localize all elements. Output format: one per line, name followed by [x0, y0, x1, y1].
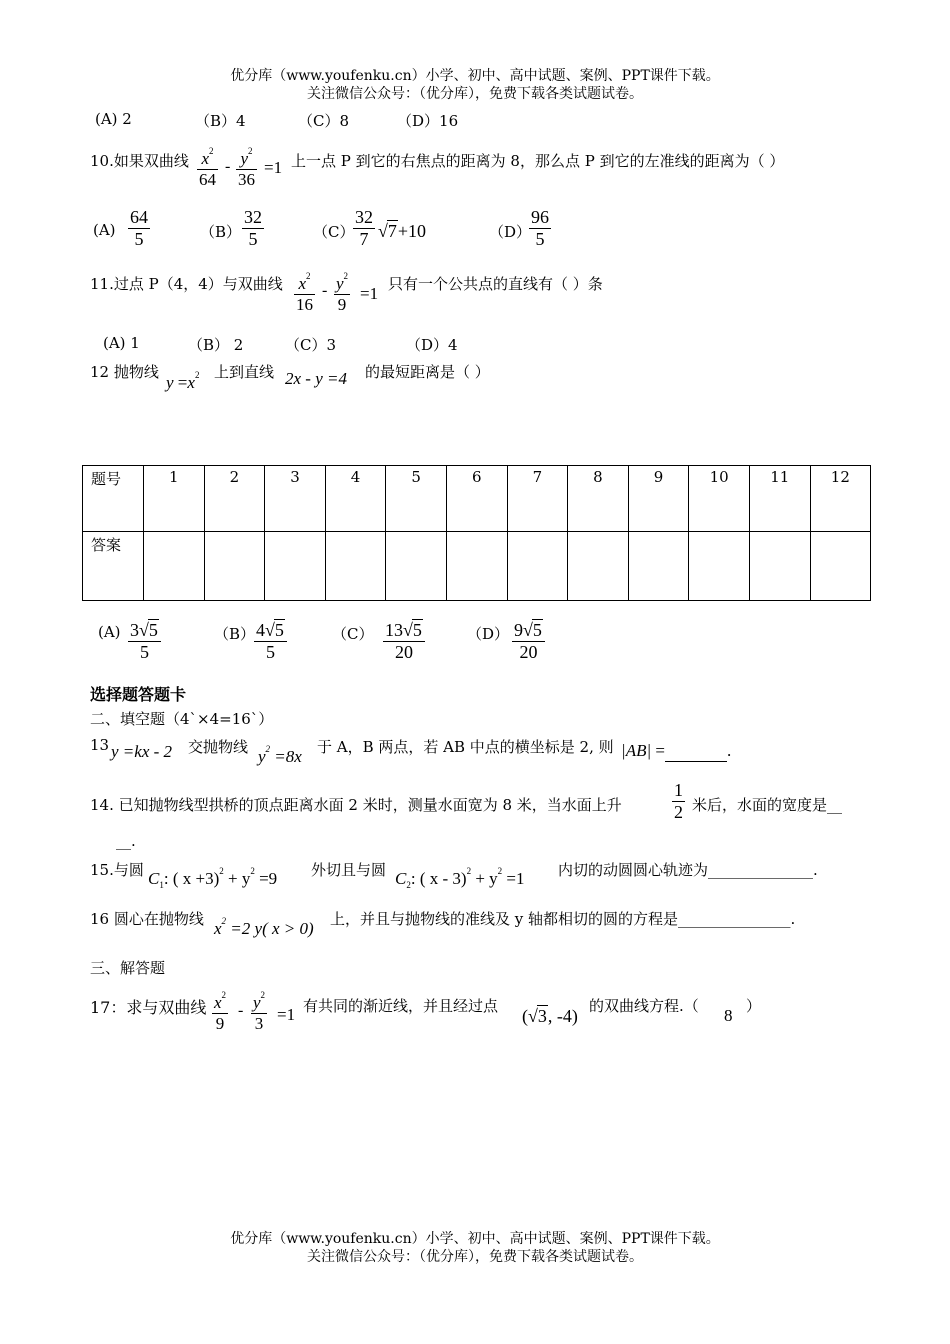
footer-line-1: 优分库（www.youfenku.cn）小学、初中、高中试题、案例、PPT课件下载。	[230, 1231, 720, 1247]
q12-mid: 上到直线	[214, 363, 275, 381]
question-number-cell: 7	[507, 466, 568, 532]
q11-suffix: 只有一个公共点的直线有（ ）条	[388, 275, 603, 293]
table-row	[83, 466, 871, 532]
answer-cell[interactable]	[325, 532, 386, 601]
q11-option-c: （C）3	[285, 336, 337, 354]
answer-cell[interactable]	[204, 532, 265, 601]
question-number-cell: 12	[810, 466, 871, 532]
q12-option-c-frac: $\frac{13√5}{20}$	[383, 619, 425, 663]
q17-score: 8	[724, 1006, 733, 1025]
question-number-cell: 5	[386, 466, 447, 532]
q14-tail: 米后，水面的宽度是__	[692, 796, 843, 814]
q15-prefix: 15.与圆	[90, 861, 144, 879]
q17-eq-frac2: $\frac{y^2}{3}$	[253, 990, 266, 1033]
q13-number: 13	[90, 736, 110, 754]
q11-eq-equals: =1	[360, 284, 379, 303]
q17-eq-minus: -	[238, 1002, 244, 1019]
q10-option-d-label: （D）	[489, 223, 532, 241]
q11-eq-frac1: $\frac{x^2}{16}$	[296, 271, 313, 314]
q10-option-d-frac: $\frac{96}{5}$	[531, 207, 549, 249]
q11-eq-minus: -	[322, 282, 328, 299]
q17-close: ）	[746, 997, 762, 1015]
q11-option-a: (A) 1	[103, 334, 140, 352]
q12-option-a-frac: $\frac{3√5}{5}$	[128, 619, 161, 663]
q11-eq-frac2: $\frac{y^2}{9}$	[336, 271, 349, 314]
q15-circle1-eq: $C_1$: ( $x +3)^2 + y^2 =9$	[148, 866, 278, 890]
answer-cell[interactable]	[144, 532, 205, 601]
q10-option-b-frac: $\frac{32}{5}$	[244, 207, 262, 249]
answer-cell[interactable]	[265, 532, 326, 601]
q10-prefix: 10.如果双曲线	[90, 152, 189, 170]
table-row-label: 题号	[83, 466, 144, 532]
q13-line-eq: y =kx - 2	[111, 742, 173, 761]
q12-eq2: 2x - y =4	[285, 369, 347, 388]
table-row	[83, 532, 871, 601]
q17-point: (√3, -4)	[522, 1006, 578, 1026]
q15-suffix: 内切的动圆圆心轨迹为______________.	[558, 861, 818, 879]
q10-option-b-label: （B）	[200, 223, 242, 241]
q9-option-d: （D）16	[397, 112, 459, 130]
answer-card-title: 选择题答题卡	[90, 685, 187, 704]
q12-option-c-label: （C）	[332, 625, 374, 643]
q15-mid: 外切且与圆	[311, 861, 387, 879]
q12-option-d-label: （D）	[467, 625, 510, 643]
header-line-1: 优分库（www.youfenku.cn）小学、初中、高中试题、案例、PPT课件下载。	[230, 68, 720, 84]
q12-prefix: 12 抛物线	[90, 363, 159, 381]
question-number-cell: 9	[628, 466, 689, 532]
q11-prefix: 11.过点 P（4，4）与双曲线	[90, 275, 283, 293]
q12-option-a-label: (A)	[98, 623, 121, 641]
q13-mid: 交抛物线	[188, 738, 249, 756]
q17-prefix: 17：求与双曲线	[90, 998, 207, 1017]
answer-cell[interactable]	[507, 532, 568, 601]
q10-option-c-label: （C）	[313, 223, 355, 241]
question-number-cell: 11	[749, 466, 810, 532]
q10-eq-frac1: $\frac{x^2}{64}$	[199, 146, 216, 189]
question-number-cell: 3	[265, 466, 326, 532]
q17-suffix: 的双曲线方程.（	[589, 997, 699, 1015]
q12-eq1: $y =x^2$	[166, 370, 200, 392]
q10-option-c-root: √7+10	[378, 221, 427, 241]
q17-mid: 有共同的渐近线，并且经过点	[303, 997, 499, 1015]
q9-option-c: （C）8	[298, 112, 350, 130]
section-2-heading: 二、填空题（4`×4=16`）	[90, 710, 274, 728]
question-number-cell: 6	[446, 466, 507, 532]
question-number-cell: 4	[325, 466, 386, 532]
q13-ab-abs: |AB| = .	[621, 741, 732, 760]
answer-cell[interactable]	[386, 532, 447, 601]
q10-option-a-label: (A)	[93, 221, 116, 239]
q13-parabola-eq: $y^2 =8x$	[258, 744, 302, 766]
question-number-cell: 1	[144, 466, 205, 532]
q10-suffix: 上一点 P 到它的右焦点的距离为 8，那么点 P 到它的左准线的距离为（ ）	[291, 152, 785, 170]
q10-eq-frac2: $\frac{y^2}{36}$	[238, 146, 255, 189]
q12-suffix: 的最短距离是（ ）	[365, 363, 490, 381]
question-number-cell: 2	[204, 466, 265, 532]
footer-line-2: 关注微信公众号：（优分库），免费下载各类试题试卷。	[307, 1249, 643, 1265]
q10-eq-equals: =1	[264, 158, 283, 177]
answer-card-table	[82, 465, 871, 601]
answer-cell[interactable]	[689, 532, 750, 601]
answer-cell[interactable]	[628, 532, 689, 601]
q10-eq-minus: -	[225, 158, 231, 175]
question-number-cell: 10	[689, 466, 750, 532]
answer-cell[interactable]	[446, 532, 507, 601]
q11-option-d: （D）4	[406, 336, 458, 354]
q14-text: 14. 已知抛物线型拱桥的顶点距离水面 2 米时，测量水面宽为 8 米，当水面上升	[90, 796, 622, 814]
question-number-cell: 8	[568, 466, 629, 532]
answer-cell[interactable]	[568, 532, 629, 601]
q14-frac: $\frac{1}{2}$	[674, 780, 683, 822]
table-row-label: 答案	[83, 532, 144, 601]
q12-option-b-frac: $\frac{4√5}{5}$	[254, 619, 287, 663]
q15-circle2-eq: $C_2$: ( $x - 3)^2 + y^2 =1$	[395, 866, 525, 890]
q13-suffix: 于 A，B 两点，若 AB 中点的横坐标是 2, 则	[317, 738, 614, 756]
q10-option-a-frac: $\frac{64}{5}$	[130, 207, 148, 249]
q17-eq-equals: =1	[277, 1005, 296, 1024]
q14-line2: __.	[116, 832, 136, 850]
q10-option-c-frac: $\frac{32}{7}$	[355, 207, 373, 249]
answer-cell[interactable]	[810, 532, 871, 601]
q17-eq-frac1: $\frac{x^2}{9}$	[214, 990, 227, 1033]
header-line-2: 关注微信公众号：（优分库），免费下载各类试题试卷。	[307, 86, 643, 102]
q9-option-b: （B）4	[195, 112, 246, 130]
answer-cell[interactable]	[749, 532, 810, 601]
q12-option-d-frac: $\frac{9√5}{20}$	[512, 619, 545, 663]
q12-option-b-label: （B）	[214, 625, 256, 643]
q16-parabola-eq: $x^2 =2$ y( x > 0)	[214, 916, 314, 938]
section-3-heading: 三、解答题	[90, 959, 166, 977]
q16-prefix: 16 圆心在抛物线	[90, 910, 204, 928]
q11-option-b: （B） 2	[188, 336, 244, 354]
q16-suffix: 上，并且与抛物线的准线及 y 轴都相切的圆的方程是_______________.	[330, 910, 796, 928]
q9-option-a: (A) 2	[95, 110, 132, 128]
